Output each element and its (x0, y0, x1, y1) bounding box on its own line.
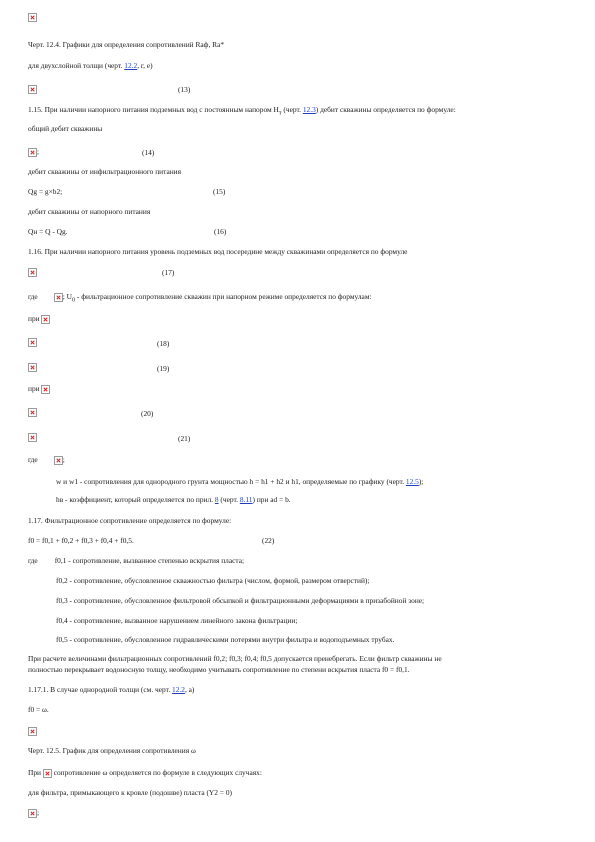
condition-row-1: при (28, 314, 50, 324)
figure-12-5 (28, 726, 37, 736)
formula-13-row (28, 84, 37, 94)
text-calc-note-1: При расчете величинами фильтрационных сопротивлений f0,2; f0,3; f0,4; f0,5 допускается пренебрегать. Если фильтр скважины не (28, 654, 442, 663)
broken-image-icon (54, 293, 63, 302)
broken-image-icon (28, 727, 37, 736)
where-u0-row: где ; $U_0$ - фильтрационное сопротивление скважин при напорном режиме определяется по формулам: (28, 292, 372, 304)
text-f02: f0,2 - сопротивление, обусловленное скважностью фильтра (числом, формой, размером отверстий); (56, 576, 370, 585)
formula-20-row (28, 407, 37, 417)
formula-17-row (28, 267, 37, 277)
eq-number-14: (14) (142, 148, 155, 157)
text-calc-note-2: полностью перекрывает водоносную толщу, необходимо учитывать сопротивление по степени вскрытия пласта f0 = f0,1. (28, 665, 410, 674)
eq-number-19: (19) (157, 364, 170, 373)
text-pressure-flow: дебит скважины от напорного питания (28, 207, 151, 216)
where-f01: где f0,1 - сопротивление, вызванное степенью вскрытия пласта; (28, 556, 245, 565)
formula-21-row (28, 432, 37, 442)
text-f04: f0,4 - сопротивление, вызванное нарушением линейного закона фильтрации; (56, 616, 298, 625)
icon-top (28, 12, 37, 22)
para-1-16: 1.16. При наличии напорного питания уровень подземных вод посередине между скважинами определяется по формуле (28, 247, 408, 256)
broken-image-icon (28, 363, 37, 372)
broken-image-icon (54, 456, 63, 465)
eq-number-22: (22) (262, 536, 275, 545)
broken-image-icon (28, 433, 37, 442)
text-f03: f0,3 - сопротивление, обусловленное фильтровой обсыпкой и фильтрационными деформациями в призабойной зоне; (56, 596, 425, 605)
broken-image-icon (28, 809, 37, 818)
condition-row-2: при (28, 384, 50, 394)
link-appendix-8[interactable]: 8 (214, 495, 219, 504)
broken-image-icon (43, 769, 52, 778)
where-row-2: где ; (28, 455, 65, 464)
caption-12-4: Черт. 12.4. Графики для определения сопротивлений Rаф, Rа* (28, 40, 225, 49)
formula-15: Qg = g×b2; (28, 187, 63, 196)
formula-f0-omega: f0 = ω. (28, 705, 49, 714)
text-hv: hв - коэффициент, который определяется по прил. 8 (черт. 8.11) при аd = b. (56, 495, 291, 504)
text-f05: f0,5 - сопротивление, обусловленное гидравлическими потерями внутри фильтра и водоподъемных трубах. (56, 635, 395, 644)
text-filter-case: для фильтра, примыкающего к кровле (подошве) пласта (Y2 = 0) (28, 788, 232, 797)
formula-22: f0 = f0,1 + f0,2 + f0,3 + f0,4 + f0,5. (28, 536, 134, 545)
link-12-2[interactable]: 12.2 (124, 61, 138, 70)
text-infiltration-flow: дебит скважины от инфильтрационного питания (28, 167, 182, 176)
eq-number-15: (15) (213, 187, 226, 196)
formula-16: Qн = Q - Qg. (28, 227, 68, 236)
broken-image-icon (28, 85, 37, 94)
formula-last-row: ; (28, 808, 39, 818)
formula-14-row: ; (28, 147, 39, 157)
para-1-17: 1.17. Фильтрационное сопротивление определяется по формуле: (28, 516, 232, 525)
broken-image-icon (41, 315, 50, 324)
eq-number-21: (21) (178, 434, 191, 443)
para-1-15: 1.15. При наличии напорного питания подземных вод с постоянным напором $Н_т$ (черт. 12.3) дебит скважины определяется по формуле: (28, 105, 456, 117)
formula-18-row (28, 337, 37, 347)
broken-image-icon (28, 268, 37, 277)
link-12-2-a[interactable]: 12.2 (172, 685, 185, 694)
para-1-17-1: 1.17.1. В случае однородной толщи (см. черт. 12.2, а) (28, 685, 195, 694)
broken-image-icon (28, 148, 37, 157)
link-12-3[interactable]: 12.3 (302, 105, 316, 114)
text-when-condition: При сопротивление ω определяется по формуле в следующих случаях: (28, 768, 262, 777)
broken-image-icon (28, 13, 37, 22)
eq-number-17: (17) (162, 268, 175, 277)
formula-19-row (28, 362, 37, 372)
text-total-flow: общий дебит скважины (28, 124, 103, 133)
eq-number-18: (18) (157, 339, 170, 348)
eq-number-20: (20) (141, 409, 154, 418)
broken-image-icon (41, 385, 50, 394)
link-8-11[interactable]: 8.11 (239, 495, 253, 504)
broken-image-icon (28, 338, 37, 347)
caption-12-5: Черт. 12.5. График для определения сопротивления ω (28, 746, 196, 755)
eq-number-13: (13) (178, 85, 191, 94)
broken-image-icon (28, 408, 37, 417)
caption-12-4-cont: для двухслойной толщи (черт. 12.2, г, е) (28, 61, 153, 70)
link-12-5[interactable]: 12.5 (405, 477, 419, 486)
eq-number-16: (16) (214, 227, 227, 236)
text-w-w1: w и w1 - сопротивления для однородного грунта мощностью h = h1 + h2 и h1, определяемые по графику (черт. 12.5); (56, 477, 424, 486)
